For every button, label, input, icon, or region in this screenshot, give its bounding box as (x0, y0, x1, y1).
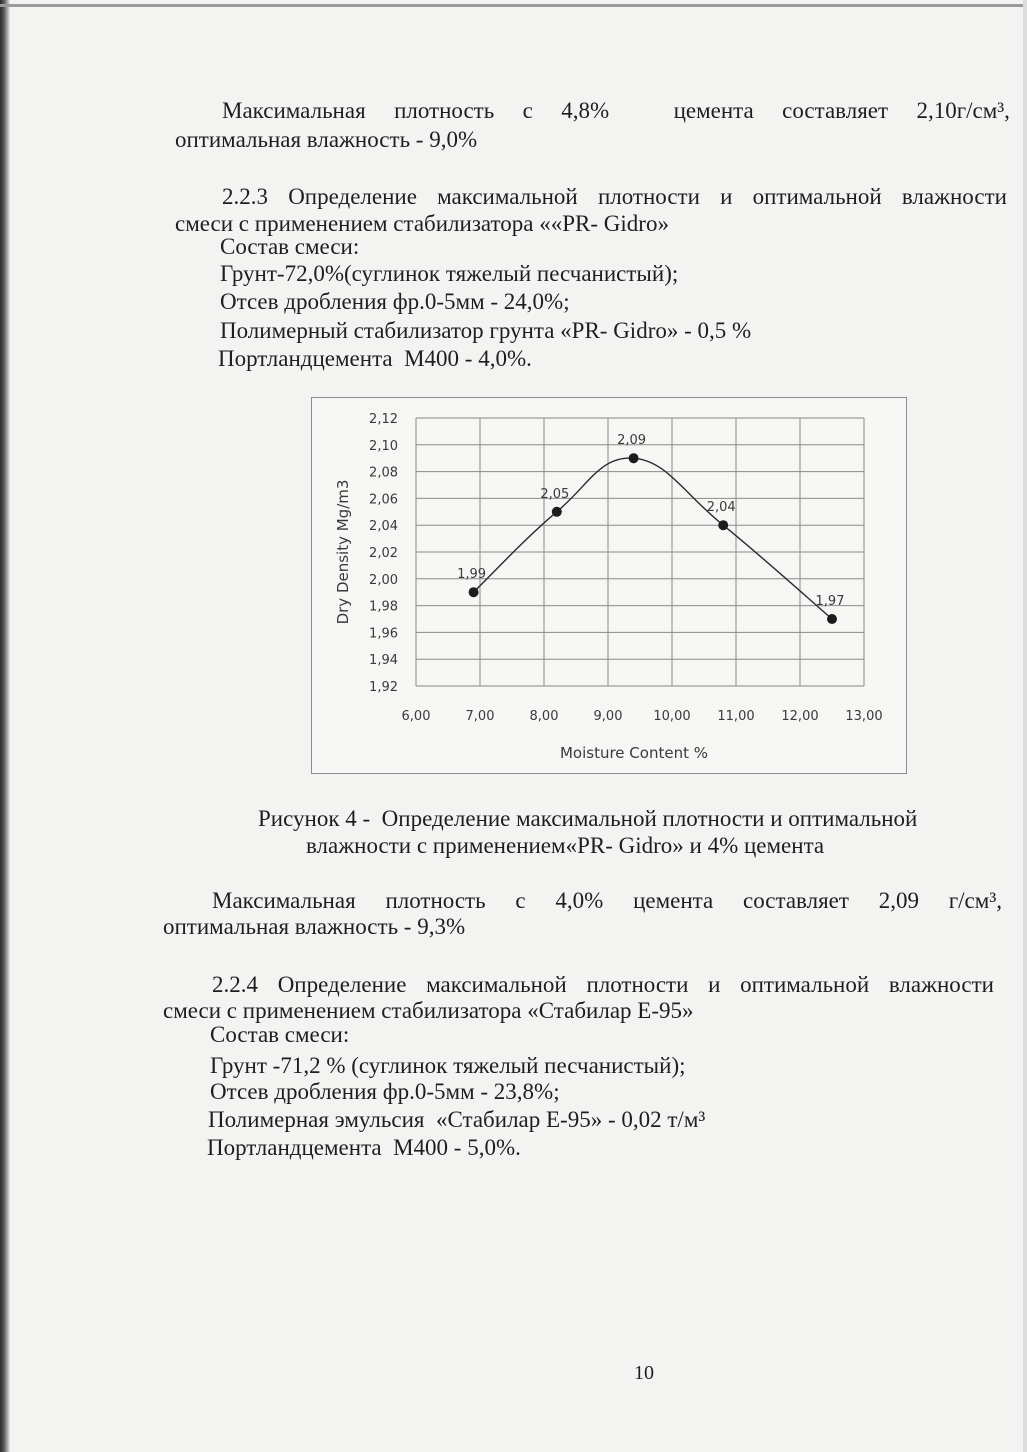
x-tick-label: 11,00 (717, 709, 755, 724)
word: составляет (743, 888, 849, 913)
word: максимальной (437, 184, 578, 209)
y-tick-label: 2,08 (369, 465, 398, 481)
word: 2.2.4 (212, 972, 258, 997)
chart-svg (312, 398, 906, 773)
y-tick-label: 2,00 (369, 572, 398, 588)
data-point (629, 453, 639, 463)
word: 4,0% (555, 888, 604, 913)
word: Определение (277, 972, 407, 997)
data-label: 2,04 (706, 500, 736, 516)
para2-line2: оптимальная влажность - 9,3% (163, 914, 466, 939)
x-tick-label: 8,00 (529, 709, 559, 724)
word: влажности (901, 184, 1007, 209)
data-label: 1,97 (815, 594, 845, 609)
word: с (522, 98, 533, 123)
series-line (474, 458, 832, 619)
word: цемента (633, 888, 714, 913)
y-tick-label: 2,06 (369, 492, 398, 508)
para1-line2: оптимальная влажность - 9,0% (175, 127, 478, 152)
scan-right-edge (1023, 0, 1027, 1452)
word: г/см³, (948, 888, 1002, 913)
section-223-item: Отсев дробления фр.0-5мм - 24,0%; (220, 289, 570, 314)
data-label: 1,99 (457, 567, 487, 583)
word: Определение (288, 184, 417, 209)
section-223-item: Грунт-72,0%(суглинок тяжелый песчанистый); (220, 261, 679, 286)
word: цемента (673, 98, 754, 123)
word: 2,09 (878, 888, 919, 913)
x-tick-label: 6,00 (401, 709, 431, 724)
figure-caption-line2: влажности с применением«PR- Gidro» и 4% цемента (306, 833, 825, 858)
y-tick-label: 2,02 (369, 546, 398, 561)
y-tick-label: 1,98 (369, 599, 398, 615)
section-223-heading-line1 (222, 183, 1007, 211)
para2-line1 (212, 887, 1002, 915)
section-224-item: Портландцемента М400 - 5,0%. (207, 1135, 521, 1160)
section-224-item: Отсев дробления фр.0-5мм - 23,8%; (210, 1079, 560, 1104)
word: оптимальной (740, 972, 870, 997)
word: 2,10г/см³, (916, 98, 1010, 123)
word: плотности (586, 972, 689, 997)
word: влажности (888, 972, 994, 997)
y-tick-label: 2,10 (369, 438, 398, 454)
x-tick-label: 12,00 (781, 709, 819, 724)
word: Максимальная (212, 888, 356, 913)
y-tick-label: 1,94 (369, 653, 398, 669)
data-point (718, 520, 728, 530)
data-label: 2,05 (540, 486, 570, 502)
word: и (720, 184, 733, 209)
y-tick-label: 2,04 (369, 519, 398, 535)
section-224-composition-label: Состав смеси: (210, 1022, 350, 1047)
word: 4,8% (561, 98, 610, 123)
word: плотности (597, 184, 700, 209)
page-number: 10 (634, 1362, 654, 1384)
section-223-item: Портландцемента М400 - 4,0%. (218, 346, 532, 371)
density-moisture-chart (311, 397, 907, 774)
word: максимальной (426, 972, 567, 997)
data-label: 2,09 (617, 433, 647, 449)
section-223-item: Полимерный стабилизатор грунта «PR- Gidro» - 0,5 % (220, 318, 752, 343)
section-224-item: Полимерная эмульсия «Стабилар Е-95» - 0,02 т/м³ (208, 1107, 706, 1132)
y-tick-label: 1,92 (369, 680, 398, 695)
word: составляет (782, 98, 889, 123)
scan-top-edge (0, 4, 1027, 7)
section-223-heading-line2: смеси с применением стабилизатора ««PR- Gidro» (175, 211, 669, 236)
x-tick-label: 9,00 (593, 709, 623, 724)
data-point (469, 587, 479, 597)
section-224-heading-line2: смеси с применением стабилизатора «Стабилар Е-95» (163, 998, 694, 1023)
x-tick-label: 7,00 (465, 709, 495, 724)
scan-left-edge (0, 0, 10, 1452)
word: с (515, 888, 526, 913)
y-axis-label: Dry Density Mg/m3 (334, 479, 352, 625)
section-224-item: Грунт -71,2 % (суглинок тяжелый песчанистый); (210, 1053, 686, 1078)
y-tick-label: 1,96 (369, 626, 398, 642)
figure-caption-line1: Рисунок 4 - Определение максимальной плотности и оптимальной (258, 806, 918, 831)
word: плотность (394, 98, 495, 123)
section-224-heading-line1 (212, 971, 994, 999)
word: Максимальная (222, 98, 366, 123)
x-tick-label: 13,00 (845, 709, 883, 724)
para1-line1 (222, 97, 1010, 125)
y-tick-label: 2,12 (369, 412, 398, 427)
word: и (708, 972, 721, 997)
word: оптимальной (752, 184, 882, 209)
data-point (827, 614, 837, 624)
x-tick-label: 10,00 (653, 709, 691, 724)
word: плотность (385, 888, 486, 913)
data-point (552, 507, 562, 517)
section-223-composition-label: Состав смеси: (220, 234, 360, 259)
word: 2.2.3 (222, 184, 268, 209)
x-axis-label: Moisture Content % (559, 744, 709, 762)
